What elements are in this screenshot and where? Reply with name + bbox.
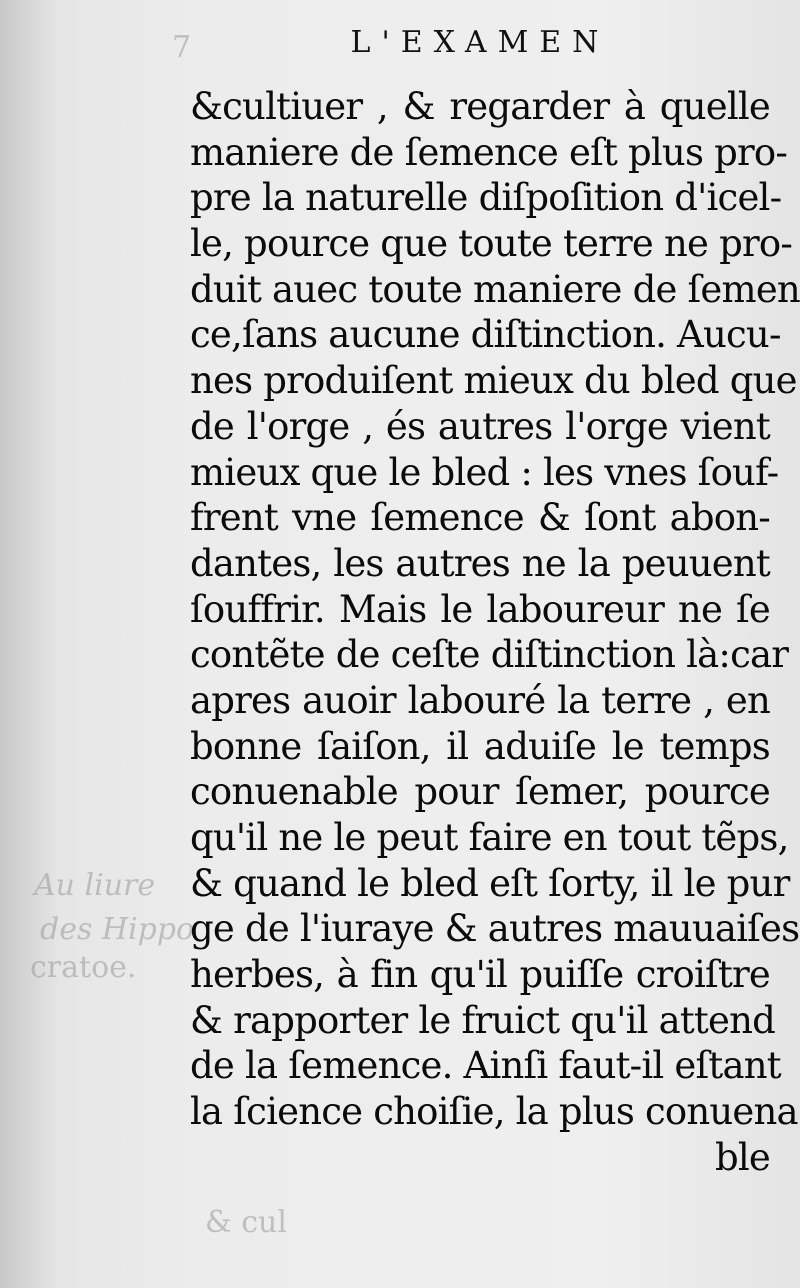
text-line: de la ſemence. Ainſi faut-il eſtant (190, 1044, 781, 1088)
text-line: ge de l'iuraye & autres mauuaiſes (190, 907, 800, 951)
show-through-margin-note: cratoe. (30, 950, 137, 985)
body-text (190, 84, 800, 1181)
text-line: ce,ſans aucune diſtinction. Aucu- (190, 313, 781, 357)
text-line: & rapporter le fruict qu'il attend (190, 998, 775, 1042)
text-line: frent vne ſemence & ſont abon- (190, 496, 770, 540)
running-title: L'EXAMEN (350, 24, 610, 60)
text-line: & quand le bled eſt ſorty, il le pur (190, 861, 790, 905)
catchword: ble (714, 1135, 770, 1179)
text-line: bonne ſaiſon, il aduiſe le temps (190, 724, 770, 768)
text-line: nes produiſent mieux du bled que (190, 359, 797, 403)
show-through-page-number: 7 (172, 30, 192, 65)
show-through-margin-note: Au liure (34, 868, 156, 903)
text-line: apres auoir labouré la terre , en (190, 678, 770, 722)
text-line: &cultiuer , & regarder à quelle (190, 85, 770, 128)
text-line: herbes, à fin qu'il puiſſe croiſtre (190, 953, 770, 997)
show-through-margin-note: des Hippo (40, 912, 195, 947)
text-line: dantes, les autres ne la peuuent (190, 541, 770, 585)
text-line: qu'il ne le peut faire en tout tẽps, (190, 816, 789, 859)
show-through-catchword: & cul (205, 1205, 287, 1240)
text-line: contẽte de ceſte diſtinction là:car (190, 633, 789, 677)
text-line: pre la naturelle diſpoſition d'icel- (190, 176, 782, 220)
text-line: mieux que le bled : les vnes ſouf- (190, 450, 779, 494)
text-line: ſouffrir. Mais le laboureur ne ſe (190, 587, 770, 631)
text-line: maniere de ſemence eſt plus pro- (190, 130, 788, 174)
text-line: le, pource que toute terre ne pro- (190, 222, 793, 266)
text-line: conuenable pour ſemer, pource (190, 770, 770, 814)
text-line: la ſcience choiſie, la plus conuena (190, 1090, 798, 1134)
text-line: duit auec toute maniere de ſemen (190, 267, 800, 311)
text-line: de l'orge , és autres l'orge vient (190, 404, 770, 448)
